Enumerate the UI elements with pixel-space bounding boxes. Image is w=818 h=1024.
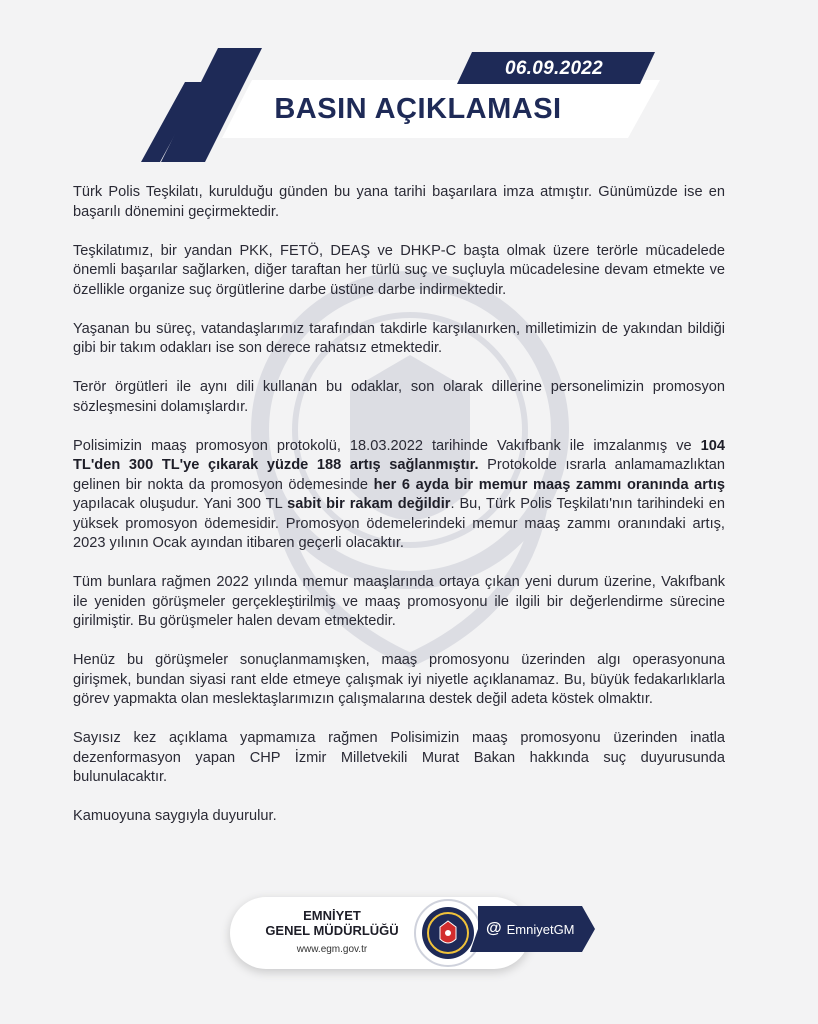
social-handle-link[interactable] [486,919,586,939]
paragraph-text: Kamuoyuna saygıyla duyurulur. [73,808,277,824]
paragraph [73,378,725,417]
paragraph [73,320,725,359]
paragraph [73,573,725,632]
organization-website[interactable]: www.egm.gov.tr [296,944,368,955]
press-release-body [73,183,725,846]
organization-name-line2: GENEL MÜDÜRLÜĞÜ [265,923,399,938]
release-date: 06.09.2022 [504,58,604,79]
emphasized-text: 104 TL'den 300 TL'ye çıkarak yüzde 188 artış sağlanmıştır. [73,437,725,473]
paragraph-text: Türk Polis Teşkilatı, kurulduğu günden bu yana tarihi başarılara imza atmıştır. Günümüzde ise en başarılı dönemini geçirmektedir. [73,184,725,220]
paragraph-text: Henüz bu görüşmeler sonuçlanmamışken, maaş promosyonu üzerinden algı operasyonuna girişmek, bundan siyasi rant elde etmeye çalışmak iyi niyetle açıklanamaz. Bu, büyük fedakarlıklarla görev yapmakta olan meslektaşlarımızın çalışmalarına destek değil adeta köstek olmaktır. [73,652,725,707]
emphasized-text: sabit bir rakam değildir [287,496,451,512]
at-icon: @ [486,920,502,937]
paragraph [73,437,725,554]
organization-name-line1: EMNİYET [303,908,361,923]
emphasized-text: her 6 ayda bir memur maaş zammı oranında artış [373,476,725,493]
social-handle: EmniyetGM [506,921,575,937]
paragraph-text: Teşkilatımız, bir yandan PKK, FETÖ, DEAŞ ve DHKP-C başta olmak üzere terörle mücadelede önemli başarılar sağlarken, diğer taraftan her türlü suç ve suçluyla mücadelesine devam etmekte ve özellikle organize suç örgütlerine darbe üstüne darbe indirmektedir. [73,242,725,298]
paragraph-text: Yaşanan bu süreç, vatandaşlarımız tarafından takdirle karşılanırken, milletimizin de yakından bildiği gibi bir takım odakları ise son derece rahatsız etmektedir. [73,320,725,356]
page-title: BASIN AÇIKLAMASI [274,92,562,125]
paragraph [73,242,725,301]
paragraph [73,729,725,788]
organization-name [262,908,402,938]
paragraph [73,807,725,827]
paragraph-text: Protokolde ısrarla anlamamazlıktan gelinen bir nokta da promosyon ödemesinde [73,457,725,493]
paragraph-text: . Bu, Türk Polis Teşkilatı'nın tarihindeki en yüksek promosyon ödemesidir. Promosyon ödemelerindeki memur maaş zammı oranındaki artış, 2023 yılının Ocak ayından itibaren geçerli olacaktır. [73,496,725,551]
paragraph-text: Tüm bunlara rağmen 2022 yılında memur maaşlarında ortaya çıkan yeni durum üzerine, Vakıfbank ile yeniden görüşmeler gerçekleştirilmiş ve maaş promosyonu ile ilgili bir değerlendirme sürecine girilmiştir. Bu görüşmeler halen devam etmektedir. [73,574,725,629]
paragraph-text: Terör örgütleri ile aynı dili kullanan bu odaklar, son olarak dillerine personelimizin promosyon sözleşmesini dolamışlardır. [73,379,725,415]
paragraph [73,651,725,710]
paragraph-text: yapılacak oluşudur. Yani 300 TL [73,496,288,512]
paragraph [73,183,725,222]
paragraph-text: Sayısız kez açıklama yapmamıza rağmen Polisimizin maaş promosyonu üzerinden inatla dezenformasyon yapan CHP İzmir Milletvekili Murat Bakan hakkında suç duyurusunda bulunulacaktır. [73,730,725,785]
paragraph-text: Polisimizin maaş promosyon protokolü, 18.03.2022 tarihinde Vakıfbank ile imzalanmış ve [73,437,701,454]
